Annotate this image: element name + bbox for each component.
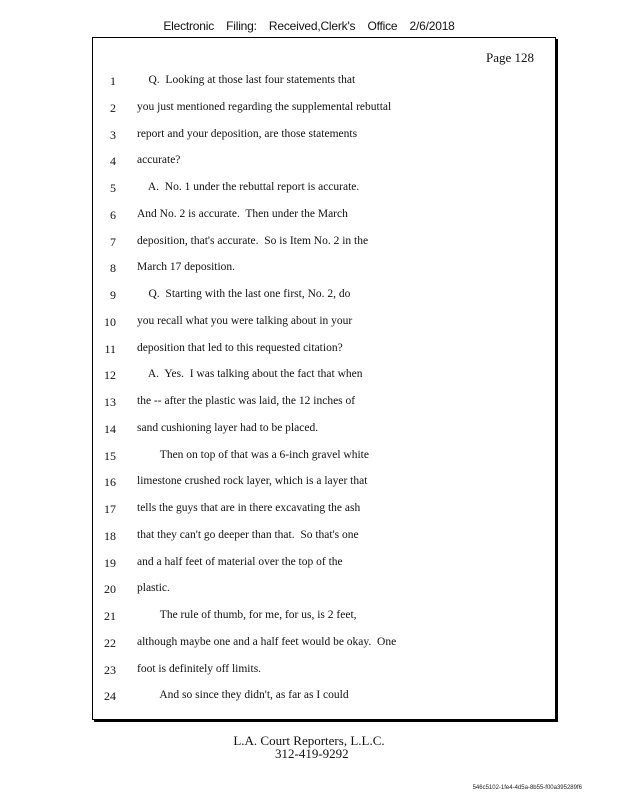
line-text: Q. Looking at those last four statements that: [137, 74, 356, 86]
line-number: 2: [110, 101, 116, 115]
line-number: 16: [104, 475, 116, 489]
line-text: tells the guys that are in there excavating the ash: [137, 502, 361, 514]
line-text: report and your deposition, are those statements: [137, 128, 358, 140]
line-number: 24: [104, 689, 116, 703]
line-text: A. No. 1 under the rebuttal report is accurate.: [137, 181, 360, 193]
line-text: deposition that led to this requested citation?: [137, 342, 343, 354]
line-text: foot is definitely off limits.: [137, 663, 262, 675]
line-text: although maybe one and a half feet would be okay. One: [137, 636, 397, 648]
line-text: you just mentioned regarding the supplemental rebuttal: [137, 101, 392, 113]
line-number: 20: [104, 582, 116, 596]
line-number: 18: [104, 529, 116, 543]
line-number: 3: [110, 128, 116, 142]
line-number: 5: [110, 181, 116, 195]
line-number: 8: [110, 261, 116, 275]
line-number: 23: [104, 663, 116, 677]
line-number: 6: [110, 208, 116, 222]
line-number: 4: [110, 154, 116, 168]
line-text: And No. 2 is accurate. Then under the March: [137, 208, 348, 220]
line-number: 12: [104, 368, 116, 382]
line-text: March 17 deposition.: [137, 261, 236, 273]
line-number: 1: [110, 74, 116, 88]
line-number: 13: [104, 395, 116, 409]
line-number: 21: [104, 609, 116, 623]
line-number: 7: [110, 235, 116, 249]
line-number: 14: [104, 422, 116, 436]
line-text: Q. Starting with the last one first, No. 2, do: [137, 288, 351, 300]
line-number: 11: [104, 342, 116, 356]
line-number: 15: [104, 449, 116, 463]
line-text: Then on top of that was a 6-inch gravel white: [137, 449, 369, 461]
line-text: And so since they didn't, as far as I could: [137, 689, 349, 701]
line-number: 19: [104, 556, 116, 570]
page-number: Page 128: [486, 50, 535, 65]
court-reporter-name: L.A. Court Reporters, L.L.C.: [233, 733, 385, 748]
line-number: 9: [110, 288, 116, 302]
line-number: 17: [104, 502, 116, 516]
line-text: and a half feet of material over the top of the: [137, 556, 343, 568]
line-text: The rule of thumb, for me, for us, is 2 feet,: [137, 609, 357, 621]
line-text: limestone crushed rock layer, which is a layer that: [137, 475, 368, 487]
line-number: 10: [104, 315, 116, 329]
court-reporter-phone: 312-419-9292: [275, 746, 349, 761]
line-text: deposition, that's accurate. So is Item No. 2 in the: [137, 235, 369, 247]
line-text: sand cushioning layer had to be placed.: [137, 422, 319, 434]
line-text: you recall what you were talking about in your: [137, 315, 353, 327]
line-text: the -- after the plastic was laid, the 12 inches of: [137, 395, 356, 407]
line-number: 22: [104, 636, 116, 650]
line-text: A. Yes. I was talking about the fact that when: [137, 368, 363, 380]
line-text: accurate?: [137, 154, 181, 166]
filing-stamp-header: Electronic Filing: Received,Clerk's Office 2/6/2018: [163, 19, 455, 33]
line-text: that they can't go deeper than that. So that's one: [137, 529, 359, 541]
line-text: plastic.: [137, 582, 170, 594]
document-id: 546c5102-1fe4-4d5a-8b55-f00a395289f6: [472, 785, 582, 791]
